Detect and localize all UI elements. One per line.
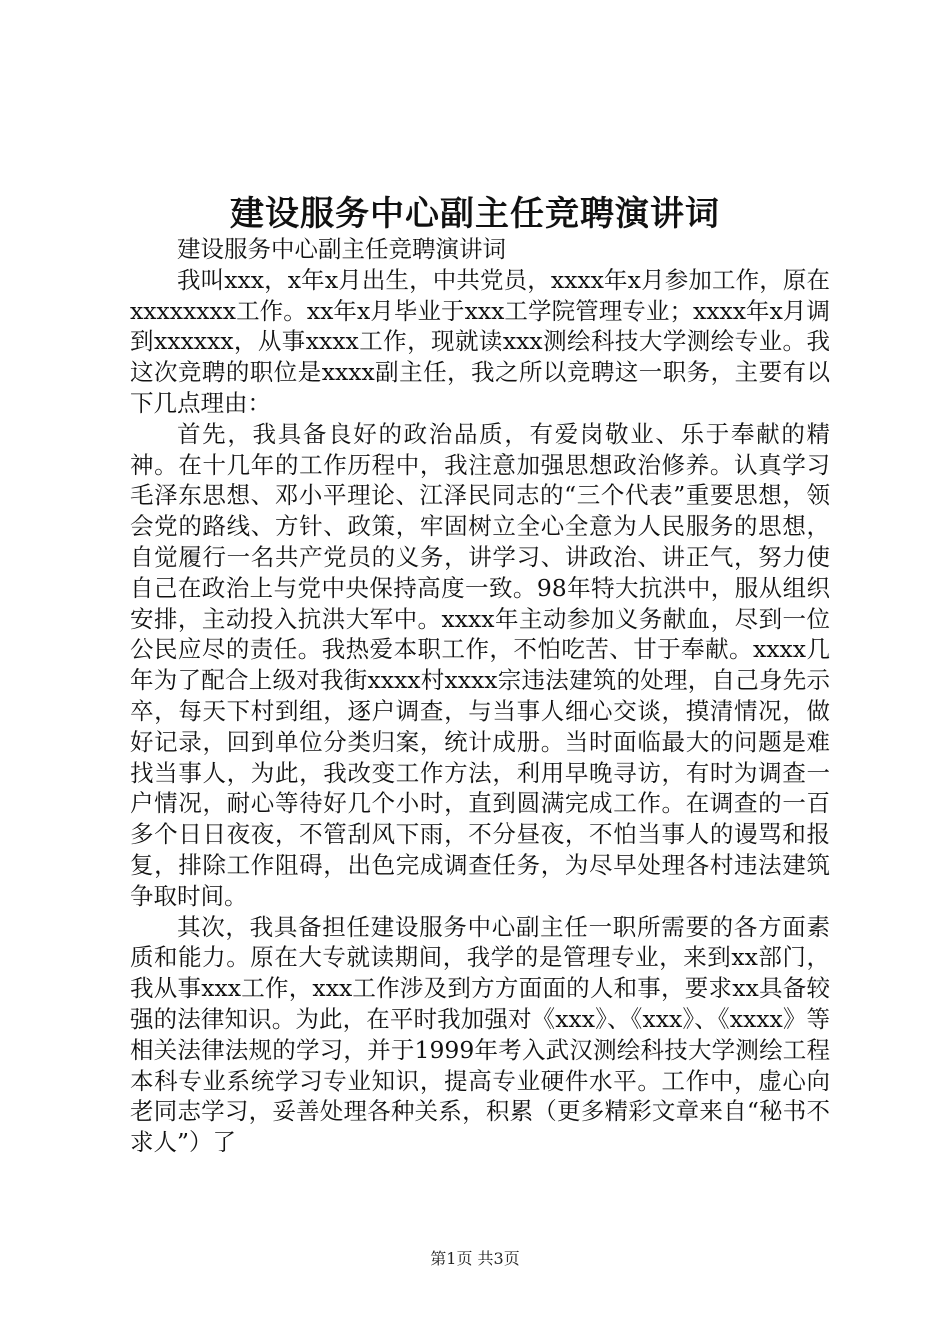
- page-number-footer: 第1页 共3页: [430, 1249, 520, 1268]
- first-reason-paragraph: 首先，我具备良好的政治品质，有爱岗敬业、乐于奉献的精神。在十几年的工作历程中，我注意加强思想政治修养。认真学习毛泽东思想、邓小平理论、江泽民同志的“三个代表”重要思想，领会党的路线、方针、政策，牢固树立全心全意为人民服务的思想，自觉履行一名共产党员的义务，讲学习、讲政治、讲正气，努力使自己在政治上与党中央保持高度一致。98年特大抗洪中，服从组织安排，主动投入抗洪大军中。xxxx年主动参加义务献血，尽到一位公民应尽的责任。我热爱本职工作，不怕吃苦、甘于奉献。xxxx几年为了配合上级对我街xxxx村xxxx宗违法建筑的处理，自己身先示卒，每天下村到组，逐户调查，与当事人细心交谈，摸清情况，做好记录，回到单位分类归案，统计成册。当时面临最大的问题是难找当事人，为此，我改变工作方法，利用早晚寻访，有时为调查一户情况，耐心等待好几个小时，直到圆满完成工作。在调查的一百多个日日夜夜，不管刮风下雨，不分昼夜，不怕当事人的谩骂和报复，排除工作阻碍，出色完成调查任务，为尽早处理各村违法建筑争取时间。: [130, 419, 830, 910]
- subtitle-paragraph: 建设服务中心副主任竞聘演讲词: [177, 235, 506, 263]
- second-reason-paragraph: 其次，我具备担任建设服务中心副主任一职所需要的各方面素质和能力。原在大专就读期间，我学的是管理专业，来到xx部门，我从事xxx工作，xxx工作涉及到方方面面的人和事，要求xx具备较强的法律知识。为此，在平时我加强对《xxx》、《xxx》、《xxxx》等相关法律法规的学习，并于1999年考入武汉测绘科技大学测绘工程本科专业系统学习专业知识，提高专业硬件水平。工作中，虚心向老同志学习，妥善处理各种关系，积累（更多精彩文章来自“秘书不求人”）了: [130, 912, 830, 1157]
- document-body: [130, 234, 830, 1158]
- document-title: 建设服务中心副主任竞聘演讲词: [230, 194, 720, 234]
- intro-paragraph: 我叫xxx，x年x月出生，中共党员，xxxx年x月参加工作，原在xxxxxxxx工作。xx年x月毕业于xxx工学院管理专业；xxxx年x月调到xxxxxx，从事xxxx工作，现就读xxx测绘科技大学测绘专业。我这次竞聘的职位是xxxx副主任，我之所以竞聘这一职务，主要有以下几点理由：: [130, 265, 830, 417]
